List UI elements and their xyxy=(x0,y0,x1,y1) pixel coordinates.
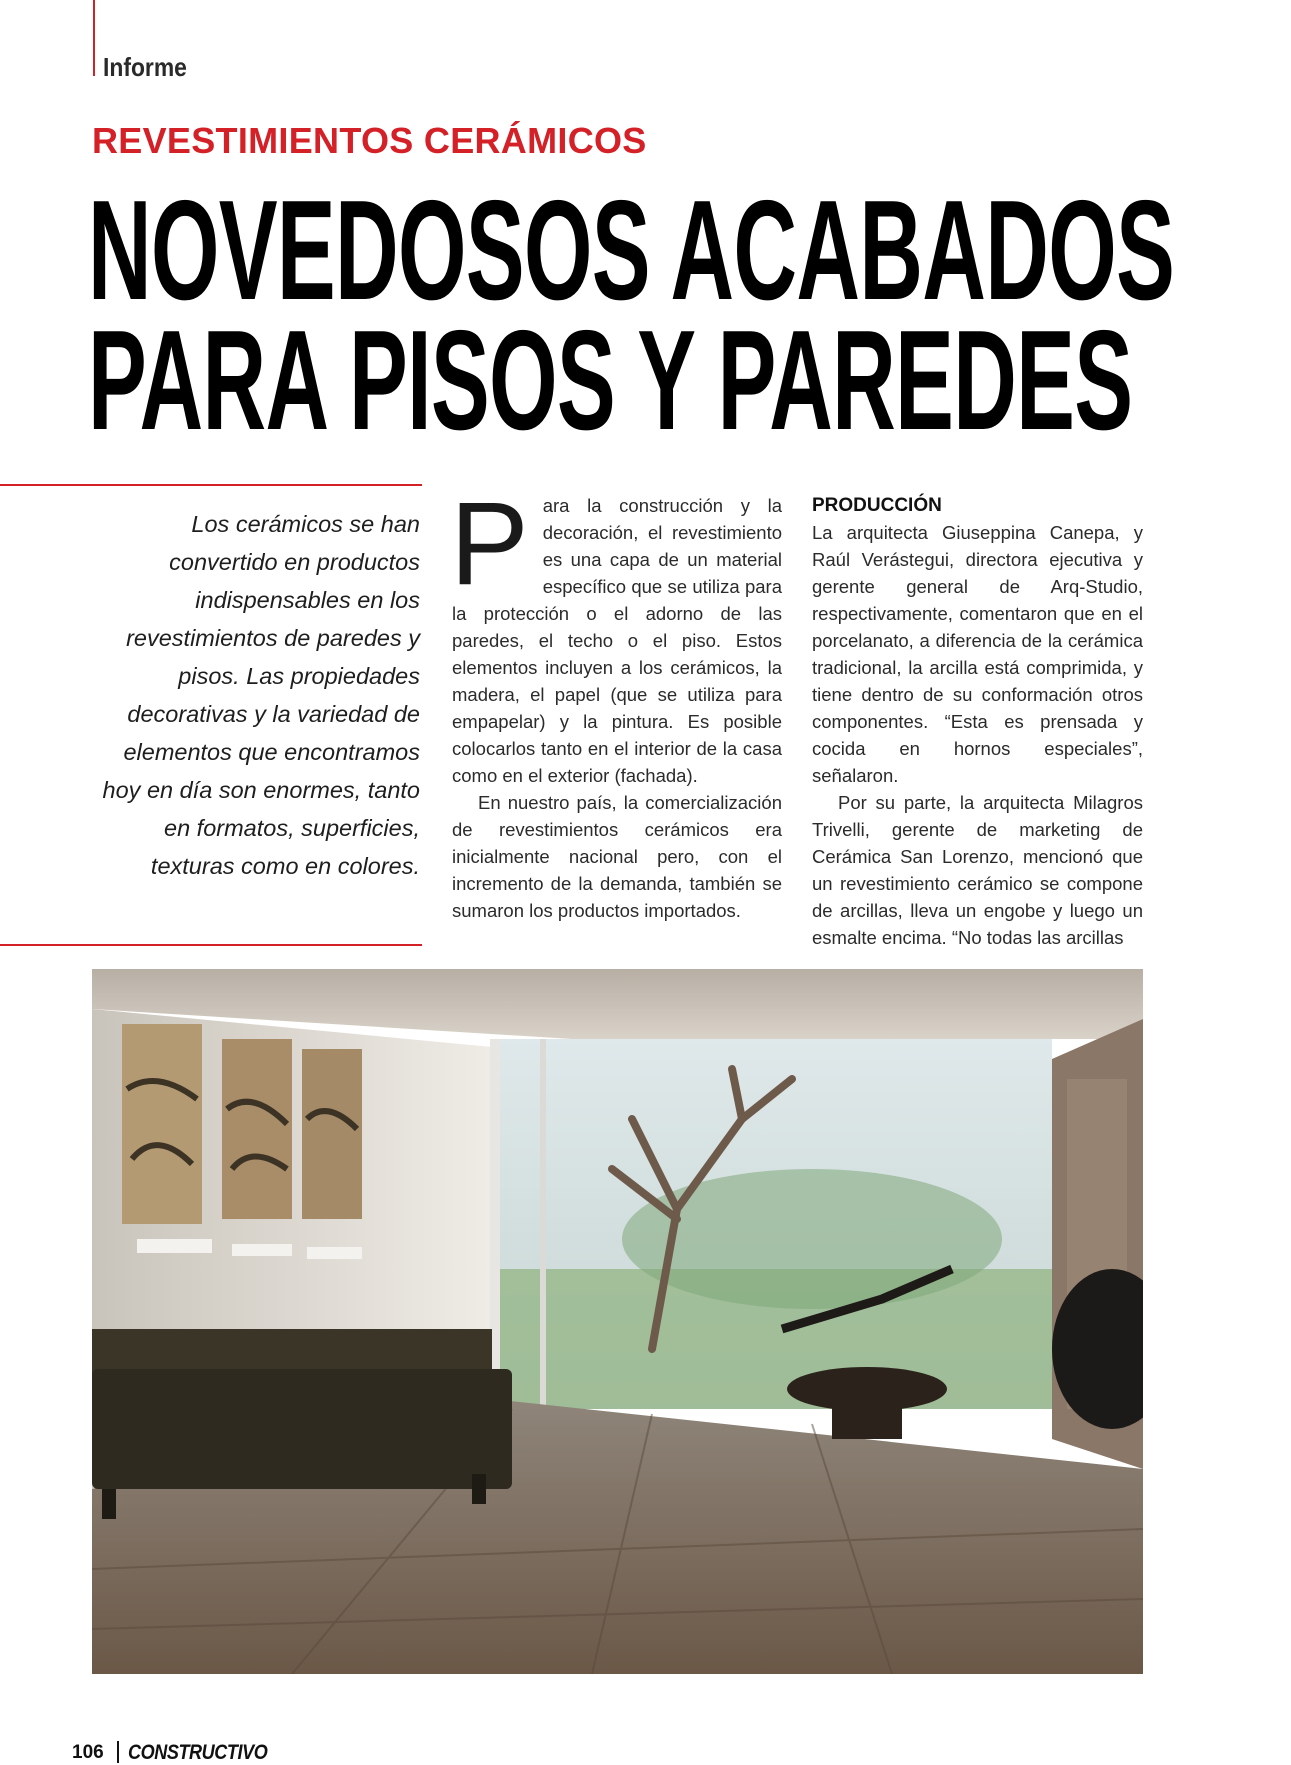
paragraph: En nuestro país, la comercialización de revestimientos cerámicos era inicialmente nacional pero, con el incremento de la demanda, también se sumaron los productos importados. xyxy=(452,792,782,921)
magazine-name: CONSTRUCTIVO xyxy=(128,1741,268,1764)
section-rule xyxy=(93,0,95,76)
pull-quote-rule-bottom xyxy=(0,944,422,946)
pull-quote: Los cerámicos se han convertido en productos indispensables en los revestimientos de paredes y pisos. Las propiedades decorativas y la variedad de elementos que encontramos hoy en día son enormes, tanto en formatos, superficies, texturas como en colores. xyxy=(102,511,420,879)
paragraph xyxy=(450,478,782,789)
article-headline xyxy=(88,171,1175,460)
paragraph-text: ara la construcción y la decoración, el revestimiento es una capa de un material específico que se utiliza para la protección o el adorno de las paredes, el techo o el piso. Estos elementos incluyen a los cerámicos, la madera, el papel (que se utiliza para empapelar) y la pintura. Es posible colocarlos tanto en el interior de la casa como en el exterior (fachada). xyxy=(452,495,782,786)
drop-cap: P xyxy=(450,478,529,610)
interior-photo xyxy=(92,969,1143,1674)
pull-quote-rule-top xyxy=(0,484,422,486)
interior-photo-illustration xyxy=(92,969,1143,1674)
headline-line-2: PARA PISOS Y PAREDES xyxy=(88,301,1133,460)
body-column-2 xyxy=(812,492,1143,951)
headline-line-1: NOVEDOSOS ACABADOS xyxy=(88,171,1175,330)
page-number: 106 xyxy=(72,1742,104,1763)
footer-divider xyxy=(117,1741,119,1763)
article-kicker: REVESTIMIENTOS CERÁMICOS xyxy=(92,120,647,161)
body-column-1 xyxy=(450,478,782,924)
section-subhead: PRODUCCIÓN xyxy=(812,495,942,516)
paragraph: La arquitecta Giuseppina Canepa, y Raúl Verástegui, directora ejecutiva y gerente general de Arq-Studio, respectivamente, comentaron que en el porcelanato, a diferencia de la cerámica tradicional, la arcilla está comprimida, y tiene dentro de su conformación otros componentes. “Esta es prensada y cocida en hornos especiales”, señalaron. xyxy=(812,522,1143,786)
section-label: Informe xyxy=(103,52,187,82)
paragraph: Por su parte, la arquitecta Milagros Trivelli, gerente de marketing de Cerámica San Lorenzo, mencionó que un revestimiento cerámico se compone de arcillas, lleva un engobe y luego un esmalte encima. “No todas las arcillas xyxy=(812,792,1143,948)
